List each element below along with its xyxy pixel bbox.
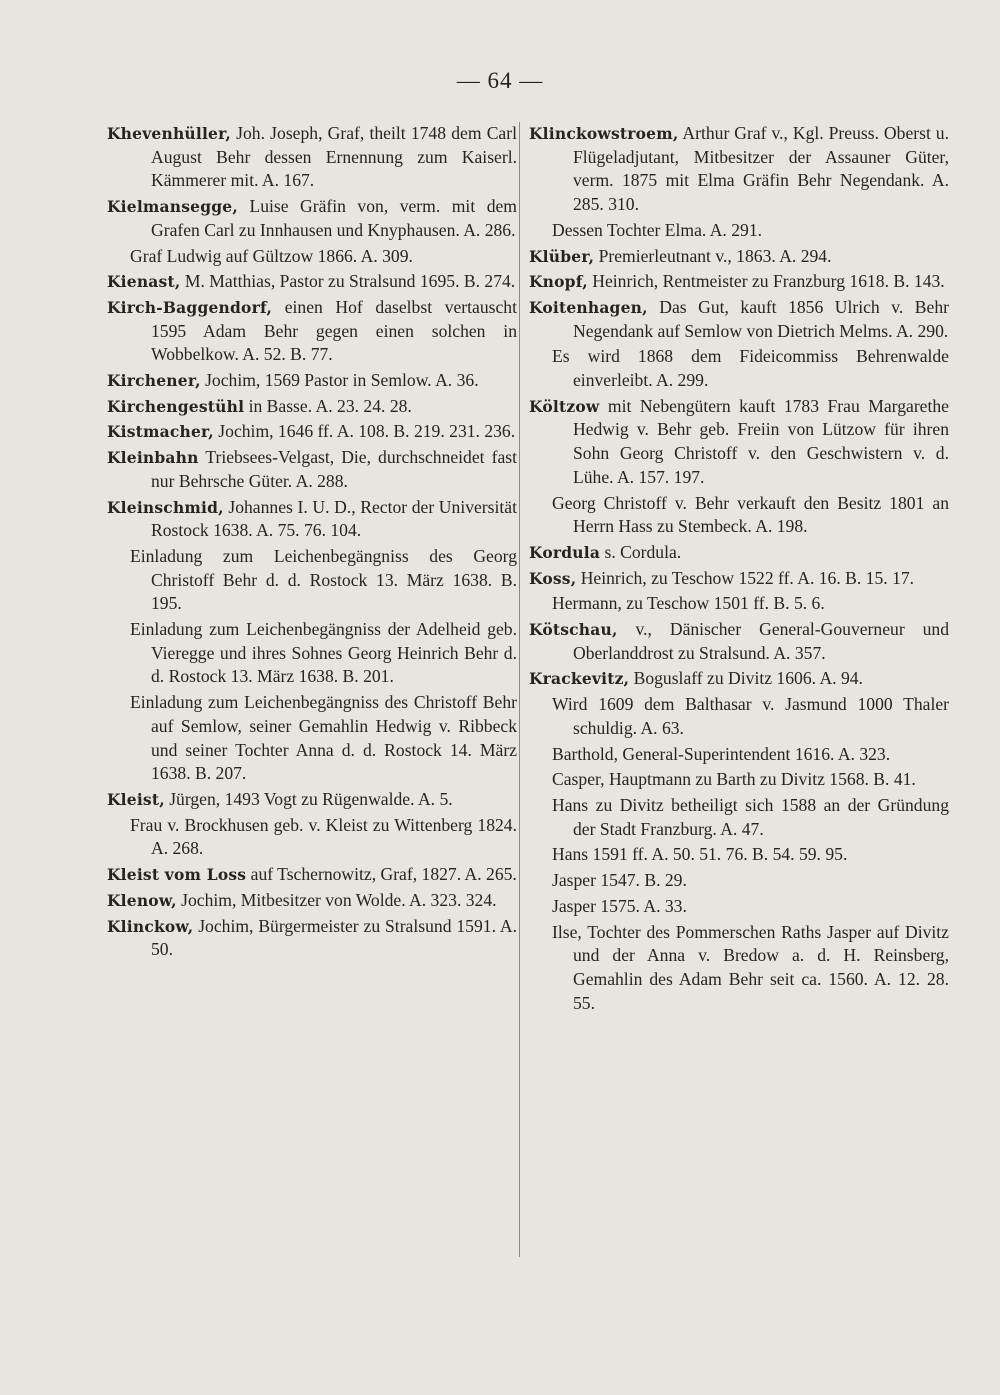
right-column [529, 122, 949, 1017]
entry-text: Einladung zum Leichenbegängniss des Christoff Behr auf Semlow, seiner Gemahlin Hedwig v. Ribbeck und seiner Tochter Anna d. d. Rostock 14. März 1638. B. 207. [130, 692, 517, 784]
entry-headword: Krackevitz, [529, 669, 630, 689]
index-entry [529, 667, 949, 691]
entry-text: Casper, Hauptmann zu Barth zu Divitz 1568. B. 41. [552, 769, 916, 790]
index-entry [529, 618, 949, 665]
entry-text: Boguslaff zu Divitz 1606. A. 94. [629, 668, 863, 689]
entry-text: Luise Gräfin von, verm. mit dem Grafen Carl zu Innhausen und Knyphausen. A. 286. [151, 196, 517, 240]
entry-headword: Klenow, [107, 890, 177, 910]
index-entry [107, 122, 517, 193]
index-entry [529, 245, 949, 269]
entry-text: Jochim, 1569 Pastor in Semlow. A. 36. [200, 370, 479, 391]
index-entry [107, 296, 517, 367]
entry-headword: Kleist vom Loss [107, 865, 247, 885]
entry-headword: Költzow [529, 396, 600, 416]
index-subentry [107, 545, 517, 616]
entry-text: Dessen Tochter Elma. A. 291. [552, 219, 763, 240]
index-entry [529, 567, 949, 591]
entry-text: Arthur Graf v., Kgl. Preuss. Oberst u. Flügeladjutant, Mitbesitzer der Assauner Güter, verm. 1875 mit Elma Gräfin Behr Negendank. A. 285. 310. [573, 123, 949, 215]
entry-text: Einladung zum Leichenbegängniss des Georg Christoff Behr d. d. Rostock 13. März 1638. B. 195. [130, 545, 517, 614]
index-subentry [529, 492, 949, 539]
index-entry [107, 446, 517, 493]
index-entry [529, 270, 949, 294]
entry-text: Ilse, Tochter des Pommerschen Raths Jasper auf Divitz und der Anna v. Bredow a. d. H. Reinsberg, Gemahlin des Adam Behr seit ca. 1560. A. 12. 28. 55. [552, 921, 949, 1013]
entry-headword: Kirch-Baggendorf, [107, 297, 273, 317]
entry-headword: Kordula [529, 542, 601, 562]
entry-headword: Kistmacher, [107, 422, 214, 442]
index-entry [107, 915, 517, 962]
index-subentry [529, 345, 949, 392]
index-subentry [529, 921, 949, 1016]
index-subentry [529, 743, 949, 767]
entry-headword: Kleist, [107, 789, 165, 809]
entry-text: Es wird 1868 dem Fideicommiss Behrenwalde einverleibt. A. 299. [552, 346, 949, 391]
index-entry [107, 496, 517, 543]
column-divider [519, 122, 520, 1257]
index-subentry [529, 768, 949, 792]
entry-headword: Kielmansegge, [107, 197, 238, 217]
index-entry [529, 122, 949, 217]
entry-text: Jasper 1547. B. 29. [552, 870, 687, 891]
entry-headword: Klüber, [529, 246, 595, 266]
index-entry [107, 788, 517, 812]
page-number: — 64 — [456, 68, 544, 93]
entry-text: Johannes I. U. D., Rector der Universität Rostock 1638. A. 75. 76. 104. [151, 496, 517, 541]
index-subentry [107, 691, 517, 786]
index-entry [529, 296, 949, 343]
entry-headword: Kötschau, [529, 620, 618, 640]
entry-headword: Kirchener, [107, 371, 201, 391]
entry-text: Triebsees-Velgast, Die, durchschneidet fast nur Behrsche Güter. A. 288. [151, 447, 517, 491]
entry-text: Graf Ludwig auf Gültzow 1866. A. 309. [130, 245, 413, 266]
entry-text: Hermann, zu Teschow 1501 ff. B. 5. 6. [552, 593, 825, 614]
entry-text: Georg Christoff v. Behr verkauft den Besitz 1801 an Herrn Hass zu Stembeck. A. 198. [552, 492, 949, 537]
entry-text: Heinrich, Rentmeister zu Franzburg 1618. B. 143. [587, 271, 945, 292]
entry-text: mit Nebengütern kauft 1783 Frau Margarethe Hedwig v. Behr geb. Freiin von Lützow für ihren Sohn Georg Christoff v. den Geschwistern v. d. Lühe. A. 157. 197. [573, 395, 949, 487]
entry-text: Hans zu Divitz betheiligt sich 1588 an der Gründung der Stadt Franzburg. A. 47. [552, 794, 949, 839]
entry-text: Frau v. Brockhusen geb. v. Kleist zu Wittenberg 1824. A. 268. [130, 814, 517, 859]
entry-text: in Basse. A. 23. 24. 28. [244, 395, 412, 416]
entry-text: einen Hof daselbst vertauscht 1595 Adam Behr gegen einen solchen in Wobbelkow. A. 52. B. 77. [151, 296, 517, 365]
index-entry [107, 270, 517, 294]
entry-headword: Khevenhüller, [107, 124, 231, 143]
index-subentry [107, 814, 517, 861]
index-entry [107, 889, 517, 913]
entry-headword: Knopf, [529, 272, 588, 292]
entry-text: auf Tschernowitz, Graf, 1827. A. 265. [246, 864, 517, 885]
entry-headword: Koss, [529, 568, 577, 588]
index-subentry [529, 843, 949, 867]
entry-text: Das Gut, kauft 1856 Ulrich v. Behr Negendank auf Semlow von Dietrich Melms. A. 290. [573, 296, 949, 341]
index-entry [529, 541, 949, 565]
entry-text: M. Matthias, Pastor zu Stralsund 1695. B. 274. [180, 271, 516, 292]
entry-headword: Klinckow, [107, 916, 194, 936]
index-subentry [529, 592, 949, 616]
entry-text: Wird 1609 dem Balthasar v. Jasmund 1000 Thaler schuldig. A. 63. [552, 694, 949, 738]
entry-text: Jochim, Bürgermeister zu Stralsund 1591. A. 50. [151, 915, 517, 960]
entry-text: Heinrich, zu Teschow 1522 ff. A. 16. B. 15. 17. [576, 567, 915, 588]
index-subentry [107, 618, 517, 689]
entry-text: Barthold, General-Superintendent 1616. A. 323. [552, 743, 891, 764]
entry-text: Joh. Joseph, Graf, theilt 1748 dem Carl August Behr dessen Ernennung zum Kaiserl. Kämmerer mit. A. 167. [151, 123, 517, 191]
entry-text: Jasper 1575. A. 33. [552, 895, 687, 916]
index-entry [107, 395, 517, 419]
index-subentry [529, 693, 949, 740]
entry-headword: Kirchengestühl [107, 396, 245, 416]
index-subentry [529, 794, 949, 841]
entry-headword: Kleinbahn [107, 448, 199, 468]
entry-text: Jochim, Mitbesitzer von Wolde. A. 323. 324. [176, 889, 497, 910]
entry-text: Einladung zum Leichenbegängniss der Adelheid geb. Vieregge und ihres Sohnes Georg Heinrich Behr d. d. Rostock 13. März 1638. B. 201. [130, 619, 517, 687]
entry-text: s. Cordula. [600, 541, 682, 562]
index-subentry [529, 895, 949, 919]
left-column [107, 122, 517, 964]
index-entry [107, 195, 517, 242]
index-subentry [529, 869, 949, 893]
entry-text: v., Dänischer General-Gouverneur und Oberlanddrost zu Stralsund. A. 357. [573, 619, 949, 663]
entry-headword: Kleinschmid, [107, 497, 224, 517]
index-subentry [107, 245, 517, 269]
entry-text: Premierleutnant v., 1863. A. 294. [594, 245, 832, 266]
entry-text: Hans 1591 ff. A. 50. 51. 76. B. 54. 59. 95. [552, 844, 848, 865]
index-entry [107, 420, 517, 444]
index-subentry [529, 219, 949, 243]
entry-text: Jochim, 1646 ff. A. 108. B. 219. 231. 236. [213, 421, 516, 442]
entry-text: Jürgen, 1493 Vogt zu Rügenwalde. A. 5. [164, 788, 453, 809]
index-entry [107, 369, 517, 393]
index-entry [107, 863, 517, 887]
entry-headword: Klinckowstroem, [529, 124, 679, 143]
index-entry [529, 395, 949, 490]
entry-headword: Koitenhagen, [529, 297, 648, 317]
entry-headword: Kienast, [107, 272, 181, 292]
